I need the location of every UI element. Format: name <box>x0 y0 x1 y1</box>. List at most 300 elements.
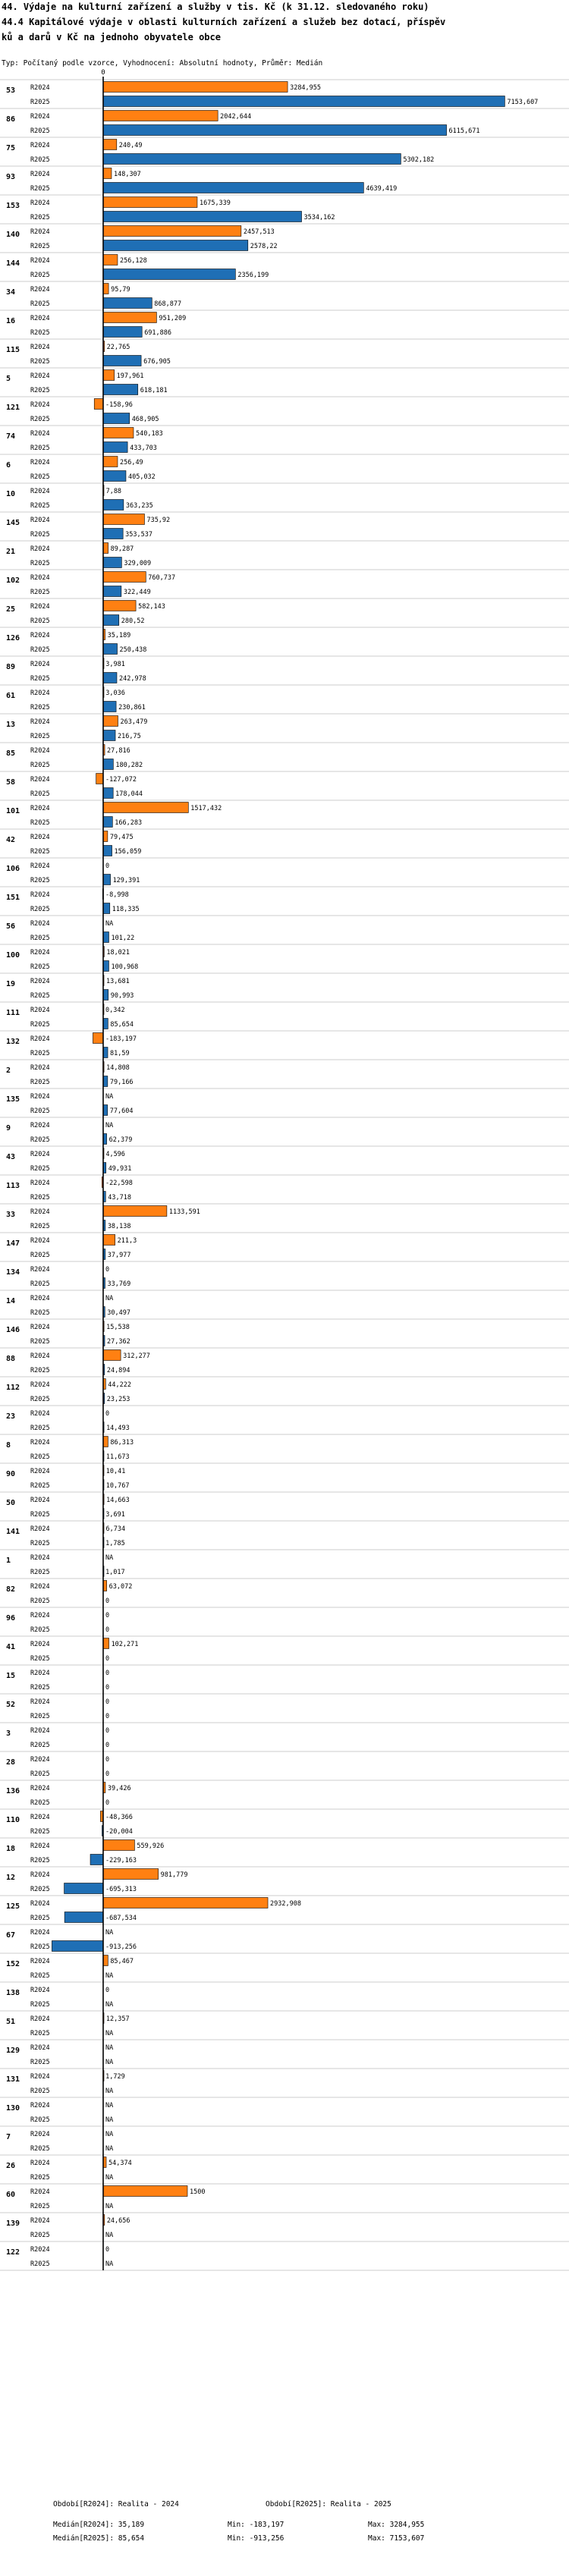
data-label: 102,271 <box>111 1641 139 1648</box>
bar-r2025 <box>52 1941 103 1952</box>
data-label: 0 <box>105 1626 110 1634</box>
series-label: R2024 <box>30 2188 50 2196</box>
data-label: NA <box>105 2260 114 2268</box>
series-label: R2024 <box>30 949 50 957</box>
data-label: 256,49 <box>119 459 143 467</box>
bar-r2025 <box>103 442 127 453</box>
data-label: 100,968 <box>111 963 139 971</box>
series-label: R2025 <box>30 329 50 337</box>
bar-r2024 <box>103 601 136 611</box>
series-label: R2024 <box>30 1525 50 1533</box>
category-label: 19 <box>6 980 16 988</box>
category-label: 122 <box>6 2248 20 2257</box>
data-label: 216,75 <box>118 733 141 740</box>
data-label: NA <box>105 2174 114 2182</box>
category-label: 134 <box>6 1268 20 1277</box>
data-label: 44,222 <box>108 1381 131 1389</box>
data-label: 35,189 <box>107 632 131 639</box>
series-label: R2025 <box>30 1828 50 1836</box>
data-label: 363,235 <box>125 502 153 510</box>
category-label: 101 <box>6 807 20 815</box>
data-label: 1500 <box>190 2188 206 2196</box>
data-label: -8,998 <box>105 891 129 899</box>
series-label: R2025 <box>30 1252 50 1259</box>
data-label: 180,282 <box>115 762 143 769</box>
series-label: R2025 <box>30 502 50 510</box>
data-label: 1517,432 <box>190 805 222 812</box>
data-label: NA <box>105 1554 114 1562</box>
data-label: 353,537 <box>125 531 152 539</box>
bar-r2025 <box>103 500 124 510</box>
bar-r2024 <box>94 399 103 410</box>
series-label: R2024 <box>30 747 50 755</box>
data-label: 2578,22 <box>250 243 278 250</box>
category-label: 51 <box>6 2018 16 2026</box>
data-label: 1133,591 <box>168 1208 200 1216</box>
category-label: 23 <box>6 1412 16 1421</box>
data-label: 433,703 <box>130 445 157 452</box>
series-label: R2024 <box>30 1180 50 1187</box>
data-label: 3,981 <box>105 661 125 668</box>
series-label: R2025 <box>30 2145 50 2153</box>
chart-title-line-1: 44. Výdaje na kulturní zařízení a služby v tis. Kč (k 31.12. sledovaného roku) <box>2 2 429 12</box>
category-label: 136 <box>6 1787 20 1795</box>
series-label: R2024 <box>30 488 50 495</box>
bar-r2025 <box>103 240 248 251</box>
data-label: 197,961 <box>116 372 144 380</box>
category-label: 152 <box>6 1960 20 1968</box>
data-label: 250,438 <box>119 646 147 654</box>
data-label: 81,59 <box>110 1050 130 1057</box>
data-label: 760,737 <box>148 574 176 582</box>
data-label: 12,357 <box>105 2015 130 2023</box>
series-label: R2025 <box>30 877 50 884</box>
series-label: R2025 <box>30 531 50 539</box>
data-label: -687,534 <box>105 1915 137 1922</box>
category-label: 14 <box>6 1297 16 1305</box>
data-label: 0 <box>105 1612 110 1619</box>
category-label: 115 <box>6 346 20 354</box>
series-label: R2024 <box>30 690 50 697</box>
series-label: R2024 <box>30 1641 50 1648</box>
category-label: 140 <box>6 231 20 239</box>
data-label: NA <box>105 1295 114 1302</box>
data-label: 2932,908 <box>270 1900 301 1908</box>
category-label: 100 <box>6 951 20 960</box>
category-label: 28 <box>6 1758 16 1767</box>
series-label: R2024 <box>30 1612 50 1619</box>
series-label: R2025 <box>30 1857 50 1864</box>
series-label: R2025 <box>30 704 50 712</box>
data-label: NA <box>105 2116 114 2124</box>
bar-r2024 <box>103 226 241 237</box>
data-label: 4639,419 <box>366 185 398 193</box>
stat-median-2025: Medián[R2025]: 85,654 <box>53 2534 145 2543</box>
bar-r2025 <box>103 558 121 568</box>
bar-r2025 <box>103 154 401 165</box>
category-label: 147 <box>6 1239 20 1248</box>
series-label: R2025 <box>30 2030 50 2037</box>
bar-r2025 <box>103 1105 108 1116</box>
data-label: 0 <box>105 1684 110 1692</box>
category-label: 15 <box>6 1672 16 1680</box>
category-label: 85 <box>6 749 16 758</box>
data-label: 329,009 <box>124 560 152 567</box>
bar-r2024 <box>103 82 288 93</box>
series-label: R2025 <box>30 2059 50 2066</box>
series-label: R2025 <box>30 1453 50 1461</box>
data-label: 0 <box>105 1713 110 1720</box>
series-label: R2024 <box>30 113 50 121</box>
series-label: R2024 <box>30 2044 50 2052</box>
series-label: R2024 <box>30 1208 50 1216</box>
bar-r2025 <box>103 788 113 799</box>
series-label: R2025 <box>30 992 50 1000</box>
bar-r2024 <box>103 1956 108 1966</box>
category-label: 130 <box>6 2104 20 2113</box>
stat-max-2024: Max: 3284,955 <box>368 2521 425 2529</box>
series-label: R2024 <box>30 286 50 294</box>
bar-r2025 <box>103 644 118 655</box>
category-label: 121 <box>6 404 20 412</box>
data-label: 0,342 <box>105 1007 125 1014</box>
category-label: 146 <box>6 1326 20 1334</box>
series-label: R2025 <box>30 906 50 913</box>
category-label: 74 <box>6 432 16 441</box>
bar-r2024 <box>103 1869 159 1880</box>
data-label: 89,287 <box>110 545 134 553</box>
data-label: NA <box>105 2088 114 2095</box>
stat-median-2024: Medián[R2024]: 35,189 <box>53 2521 145 2529</box>
series-label: R2025 <box>30 1799 50 1807</box>
series-label: R2024 <box>30 1583 50 1591</box>
data-label: 10,41 <box>105 1468 126 1475</box>
series-label: R2025 <box>30 1280 50 1288</box>
series-label: R2025 <box>30 963 50 971</box>
series-label: R2024 <box>30 661 50 668</box>
data-label: 14,663 <box>106 1497 130 1504</box>
bar-r2024 <box>103 831 108 842</box>
bar-r2024 <box>93 1033 103 1044</box>
series-label: R2025 <box>30 1713 50 1720</box>
data-label: -695,313 <box>105 1886 137 1893</box>
bar-r2024 <box>103 514 144 525</box>
category-label: 52 <box>6 1701 16 1709</box>
series-label: R2025 <box>30 1540 50 1547</box>
category-label: 18 <box>6 1845 16 1853</box>
category-label: 153 <box>6 202 20 210</box>
series-label: R2025 <box>30 1367 50 1374</box>
series-label: R2025 <box>30 848 50 856</box>
category-label: 3 <box>6 1729 11 1738</box>
data-label: 156,059 <box>114 848 142 856</box>
bar-r2024 <box>103 1235 115 1246</box>
category-label: 139 <box>6 2219 20 2228</box>
series-label: R2024 <box>30 1958 50 1965</box>
category-label: 7 <box>6 2133 11 2141</box>
data-label: 13,681 <box>106 978 130 985</box>
series-label: R2025 <box>30 1597 50 1605</box>
data-label: NA <box>105 2044 114 2052</box>
series-label: R2025 <box>30 1943 50 1951</box>
bar-r2024 <box>103 1437 108 1447</box>
category-label: 129 <box>6 2047 20 2055</box>
bar-r2025 <box>103 615 119 626</box>
data-label: NA <box>105 1972 114 1980</box>
bar-r2024 <box>103 1206 167 1217</box>
series-label: R2024 <box>30 2217 50 2225</box>
data-label: 118,335 <box>112 906 140 913</box>
series-label: R2024 <box>30 776 50 784</box>
data-label: NA <box>105 1122 114 1129</box>
data-label: 11,673 <box>105 1453 130 1461</box>
bar-r2024 <box>103 543 108 554</box>
data-label: 7,88 <box>105 488 122 495</box>
bar-r2024 <box>96 774 103 784</box>
bar-r2025 <box>103 903 110 914</box>
bar-r2025 <box>103 269 235 280</box>
data-label: 148,307 <box>113 171 141 178</box>
data-label: 0 <box>105 862 110 870</box>
data-label: 38,138 <box>107 1223 131 1230</box>
series-label: R2024 <box>30 1064 50 1072</box>
bar-r2025 <box>90 1855 103 1865</box>
data-label: 468,905 <box>131 416 159 423</box>
data-label: 868,877 <box>154 300 182 308</box>
series-label: R2024 <box>30 978 50 985</box>
category-label: 53 <box>6 86 16 95</box>
data-label: 3284,955 <box>290 84 322 92</box>
data-label: 0 <box>105 2246 110 2254</box>
data-label: 178,044 <box>115 790 143 798</box>
series-label: R2024 <box>30 891 50 899</box>
data-label: 1,785 <box>105 1540 125 1547</box>
bar-r2025 <box>103 673 117 683</box>
series-label: R2024 <box>30 1352 50 1360</box>
series-label: R2025 <box>30 2174 50 2182</box>
category-label: 6 <box>6 461 11 470</box>
bar-r2025 <box>103 1076 108 1087</box>
series-label: R2025 <box>30 445 50 452</box>
category-label: 25 <box>6 605 16 614</box>
series-label: R2025 <box>30 1511 50 1519</box>
bar-r2025 <box>103 817 112 828</box>
series-label: R2024 <box>30 372 50 380</box>
series-label: R2024 <box>30 199 50 207</box>
bar-r2024 <box>103 457 118 467</box>
category-label: 132 <box>6 1038 20 1046</box>
bar-r2025 <box>103 759 113 770</box>
data-label: 33,769 <box>107 1280 131 1288</box>
category-label: 75 <box>6 144 16 152</box>
category-label: 151 <box>6 894 20 902</box>
category-label: 58 <box>6 778 16 787</box>
bar-r2025 <box>103 586 121 597</box>
data-label: -158,96 <box>105 401 133 409</box>
data-label: 95,79 <box>111 286 130 294</box>
series-label: R2024 <box>30 1122 50 1129</box>
bar-r2025 <box>103 298 152 309</box>
data-label: 540,183 <box>135 430 163 438</box>
data-label: NA <box>105 2145 114 2153</box>
bar-r2024 <box>103 111 218 121</box>
series-label: R2024 <box>30 228 50 236</box>
bar-r2024 <box>103 1350 121 1361</box>
series-label: R2024 <box>30 257 50 265</box>
series-label: R2024 <box>30 1814 50 1821</box>
data-label: 166,283 <box>115 819 143 827</box>
category-label: 141 <box>6 1528 20 1536</box>
series-label: R2025 <box>30 1482 50 1490</box>
bar-r2025 <box>103 125 447 136</box>
series-label: R2025 <box>30 1915 50 1922</box>
series-label: R2024 <box>30 1381 50 1389</box>
data-label: NA <box>105 920 114 928</box>
data-label: 405,032 <box>127 473 156 481</box>
series-label: R2024 <box>30 1439 50 1447</box>
series-label: R2025 <box>30 185 50 193</box>
data-label: 30,497 <box>107 1309 130 1317</box>
series-label: R2025 <box>30 819 50 827</box>
data-label: 0 <box>105 1799 110 1807</box>
data-label: 582,143 <box>138 603 165 611</box>
category-label: 125 <box>6 1902 20 1911</box>
bar-r2025 <box>103 356 141 366</box>
category-label: 126 <box>6 634 20 642</box>
data-label: 14,808 <box>106 1064 130 1072</box>
category-label: 61 <box>6 692 16 700</box>
series-label: R2024 <box>30 315 50 322</box>
chart-subtitle: Typ: Počítaný podle vzorce, Vyhodnocení: Absolutní hodnoty, Průměr: Medián <box>2 59 323 68</box>
category-label: 50 <box>6 1499 16 1507</box>
bar-r2025 <box>103 471 126 482</box>
series-label: R2025 <box>30 300 50 308</box>
category-label: 82 <box>6 1585 16 1594</box>
data-label: 62,379 <box>108 1136 133 1144</box>
bar-r2025 <box>103 529 123 539</box>
series-label: R2025 <box>30 473 50 481</box>
series-label: R2025 <box>30 127 50 135</box>
bar-r2025 <box>103 990 108 1001</box>
data-label: 23,253 <box>106 1396 130 1403</box>
data-label: 280,52 <box>121 617 145 625</box>
series-label: R2025 <box>30 646 50 654</box>
data-label: 0 <box>105 1410 110 1418</box>
series-label: R2025 <box>30 2203 50 2210</box>
series-label: R2024 <box>30 2131 50 2138</box>
data-label: -48,366 <box>105 1814 133 1821</box>
category-label: 5 <box>6 375 11 383</box>
bar-r2024 <box>103 284 108 294</box>
series-label: R2024 <box>30 142 50 149</box>
series-label: R2025 <box>30 1309 50 1317</box>
series-label: R2024 <box>30 1035 50 1043</box>
bar-r2024 <box>103 197 197 208</box>
data-label: 2457,513 <box>243 228 275 236</box>
data-label: 256,128 <box>119 257 147 265</box>
data-label: 5302,182 <box>403 156 435 164</box>
bar-r2024 <box>103 2186 187 2197</box>
series-label: R2024 <box>30 1007 50 1014</box>
data-label: 2042,644 <box>220 113 252 121</box>
data-label: 49,931 <box>108 1165 132 1173</box>
data-label: -913,256 <box>105 1943 137 1951</box>
data-label: NA <box>105 2030 114 2037</box>
series-label: R2024 <box>30 459 50 467</box>
series-label: R2025 <box>30 1050 50 1057</box>
bar-r2024 <box>103 370 115 381</box>
category-label: 88 <box>6 1355 16 1363</box>
data-label: 85,467 <box>110 1958 134 1965</box>
series-label: R2025 <box>30 1165 50 1173</box>
chart-title-line-2: 44.4 Kapitálové výdaje v oblasti kulturních zařízení a služeb bez dotací, příspěv <box>2 17 446 27</box>
series-label: R2025 <box>30 387 50 394</box>
series-label: R2024 <box>30 430 50 438</box>
category-label: 138 <box>6 1989 20 1997</box>
category-label: 96 <box>6 1614 16 1623</box>
data-label: 735,92 <box>146 517 171 524</box>
series-label: R2024 <box>30 1237 50 1245</box>
data-label: 0 <box>105 1770 110 1778</box>
data-label: -20,004 <box>105 1828 133 1836</box>
category-label: 145 <box>6 519 20 527</box>
series-label: R2024 <box>30 1468 50 1475</box>
series-label: R2025 <box>30 1396 50 1403</box>
series-label: R2025 <box>30 1425 50 1432</box>
data-label: 85,654 <box>110 1021 134 1029</box>
category-label: 111 <box>6 1009 20 1017</box>
data-label: NA <box>105 2102 114 2109</box>
series-label: R2025 <box>30 1655 50 1663</box>
data-label: 3,691 <box>105 1511 125 1519</box>
data-label: 676,905 <box>143 358 171 366</box>
category-label: 89 <box>6 663 16 671</box>
bar-r2024 <box>103 168 112 179</box>
series-label: R2024 <box>30 1093 50 1101</box>
data-label: 79,475 <box>109 834 134 841</box>
category-label: 9 <box>6 1124 11 1132</box>
series-label: R2025 <box>30 214 50 221</box>
bar-r2024 <box>103 803 188 813</box>
series-label: R2024 <box>30 1698 50 1706</box>
data-label: 1,017 <box>105 1569 125 1576</box>
data-label: 2356,199 <box>237 272 269 279</box>
category-label: 13 <box>6 721 16 729</box>
category-label: 113 <box>6 1182 20 1190</box>
data-label: -229,163 <box>105 1857 137 1864</box>
series-label: R2024 <box>30 1987 50 1994</box>
bar-r2025 <box>103 413 130 424</box>
series-label: R2024 <box>30 603 50 611</box>
bar-r2025 <box>103 212 302 222</box>
series-label: R2024 <box>30 1266 50 1274</box>
series-label: R2024 <box>30 401 50 409</box>
data-label: 22,765 <box>106 344 130 351</box>
data-label: 211,3 <box>117 1237 137 1245</box>
series-label: R2024 <box>30 1900 50 1908</box>
bar-r2025 <box>103 875 111 885</box>
data-label: NA <box>105 2131 114 2138</box>
bar-r2025 <box>64 1912 103 1923</box>
bar-r2024 <box>103 716 118 727</box>
series-label: R2024 <box>30 344 50 351</box>
bar-r2024 <box>103 140 117 150</box>
data-label: 322,449 <box>123 589 151 596</box>
data-label: 0 <box>105 1742 110 1749</box>
series-label: R2025 <box>30 2232 50 2239</box>
series-label: R2025 <box>30 2001 50 2009</box>
series-label: R2024 <box>30 1871 50 1879</box>
